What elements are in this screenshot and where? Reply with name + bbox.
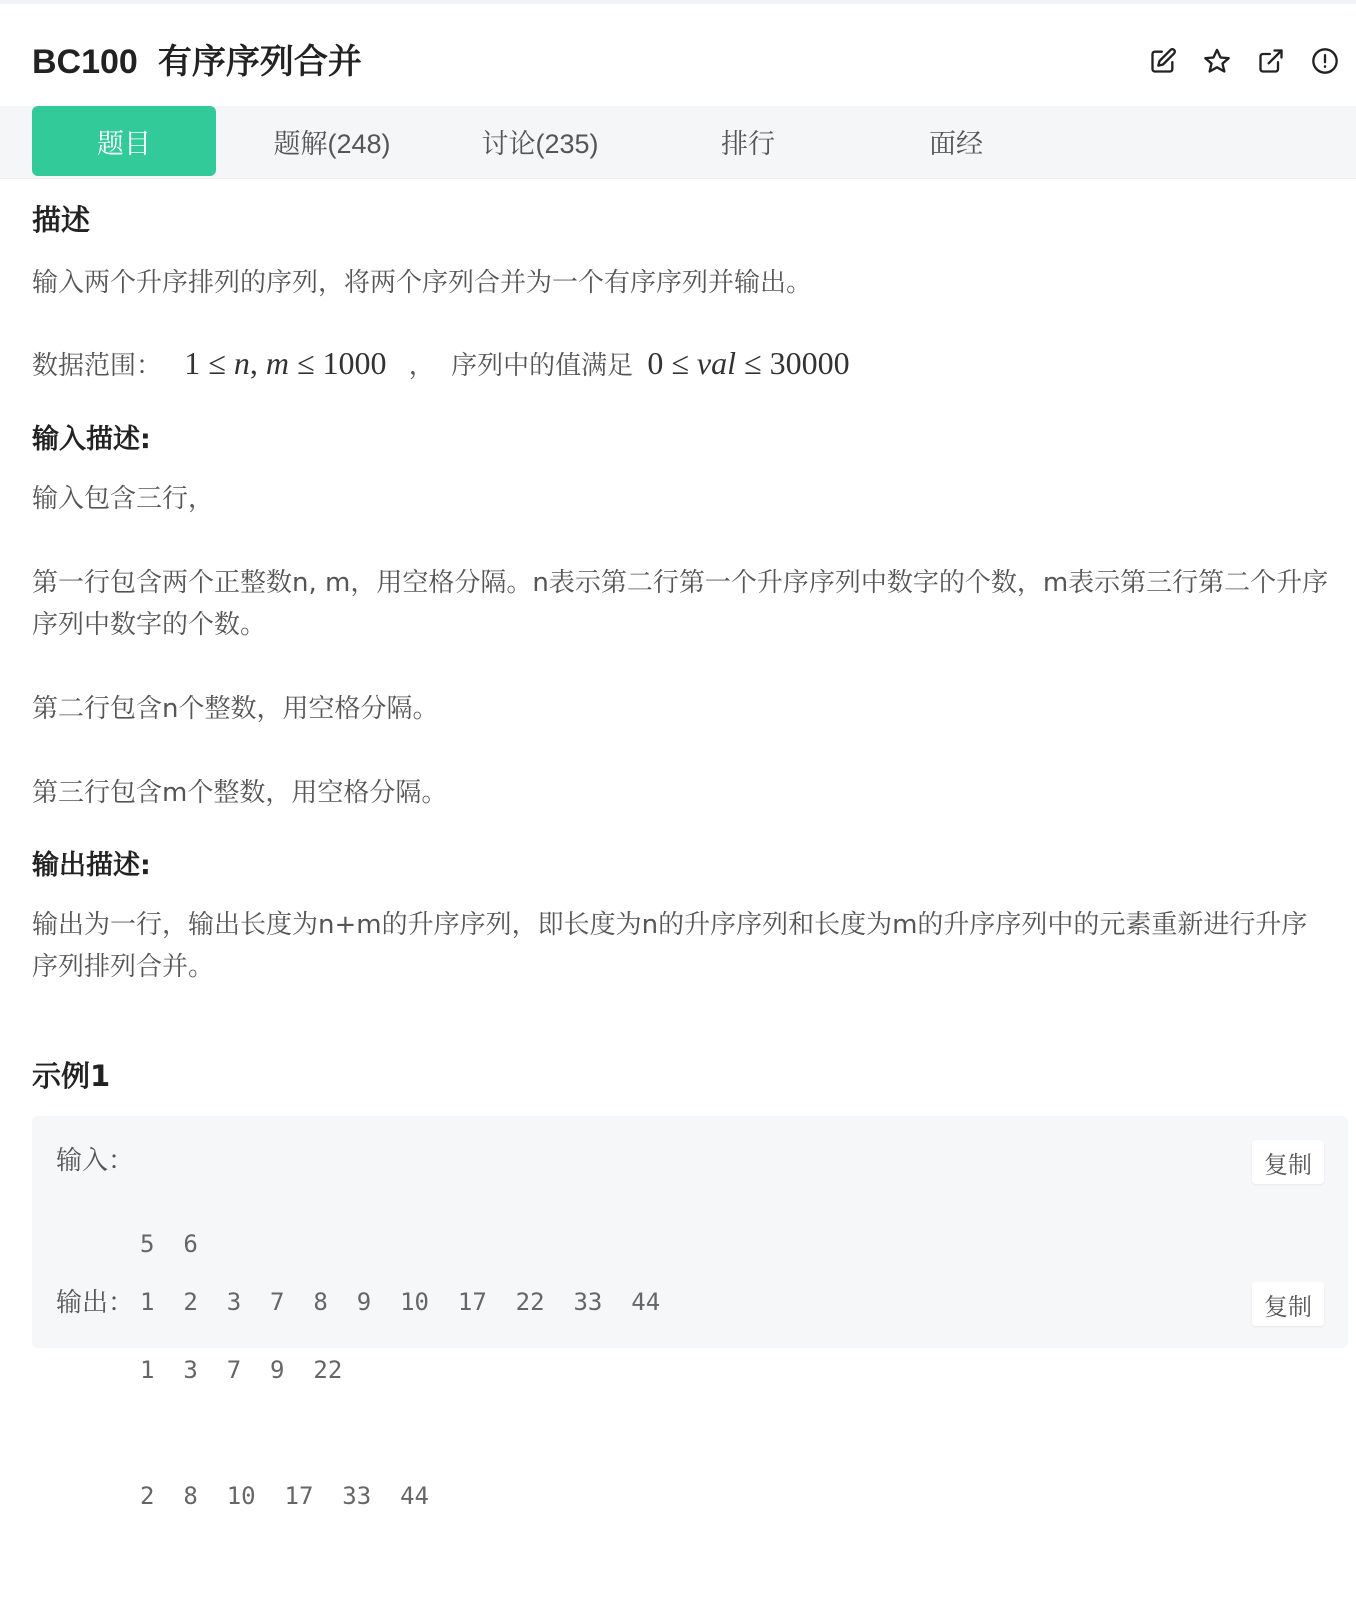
output-desc-heading: 输出描述: (32, 850, 151, 881)
range-math-1: 1 ≤ n, m ≤ 1000 (184, 345, 387, 381)
input-desc-line-2: 第一行包含两个正整数n, m，用空格分隔。n表示第二行第一个升序序列中数字的个数，m表示第三行第二个升序序列中数字的个数。 (32, 568, 1329, 640)
input-desc-line-1: 输入包含三行， (32, 484, 215, 514)
data-range (32, 342, 850, 387)
range-label-2: 序列中的值满足 (451, 351, 634, 381)
problem-title: 有序序列合并 (157, 42, 362, 82)
input-desc-heading: 输入描述: (32, 424, 151, 455)
report-icon[interactable] (1310, 46, 1340, 76)
example-input-line: 5 6 (140, 1230, 198, 1258)
tab-ranking[interactable]: 排行 (721, 128, 775, 159)
example-output-line[interactable]: 1 2 3 7 8 9 10 17 22 33 44 (140, 1288, 661, 1316)
example-input-line: 2 8 10 17 33 44 (140, 1482, 429, 1510)
output-desc-line-1: 输出为一行，输出长度为n+m的升序序列，即长度为n的升序序列和长度为m的升序序列中的元素重新进行升序序列排列合并。 (32, 910, 1308, 982)
tab-discussion[interactable]: 讨论(235) (481, 128, 599, 159)
copy-output-button[interactable]: 复制 (1252, 1282, 1324, 1326)
description-heading: 描述 (32, 203, 91, 237)
example-output-label: 输出： (56, 1288, 135, 1318)
example-heading: 示例1 (32, 1059, 111, 1093)
range-separator: ， (408, 351, 435, 381)
tab-solutions[interactable]: 题解(248) (273, 128, 391, 159)
example-input-line: 1 3 7 9 22 (140, 1356, 343, 1384)
input-desc-line-4: 第三行包含m个整数，用空格分隔。 (32, 778, 448, 808)
header-actions (1148, 44, 1340, 78)
range-label: 数据范围： (32, 351, 163, 381)
external-link-icon[interactable] (1256, 46, 1286, 76)
example-input-lines[interactable] (140, 1139, 429, 1601)
copy-input-button[interactable]: 复制 (1252, 1140, 1324, 1184)
tab-bar (0, 106, 1356, 179)
example-input-label: 输入： (56, 1146, 135, 1176)
description-text: 输入两个升序排列的序列，将两个序列合并为一个有序序列并输出。 (32, 268, 813, 298)
star-icon[interactable] (1202, 46, 1232, 76)
input-desc-line-3: 第二行包含n个整数，用空格分隔。 (32, 694, 439, 724)
edit-icon[interactable] (1148, 46, 1178, 76)
tab-problem[interactable]: 题目 (32, 106, 216, 176)
tab-interview[interactable]: 面经 (929, 128, 983, 159)
page-title (32, 40, 362, 84)
range-math-2: 0 ≤ val ≤ 30000 (647, 345, 850, 381)
example-box (32, 1116, 1348, 1510)
problem-header (0, 4, 1356, 106)
problem-id: BC100 (32, 43, 138, 81)
